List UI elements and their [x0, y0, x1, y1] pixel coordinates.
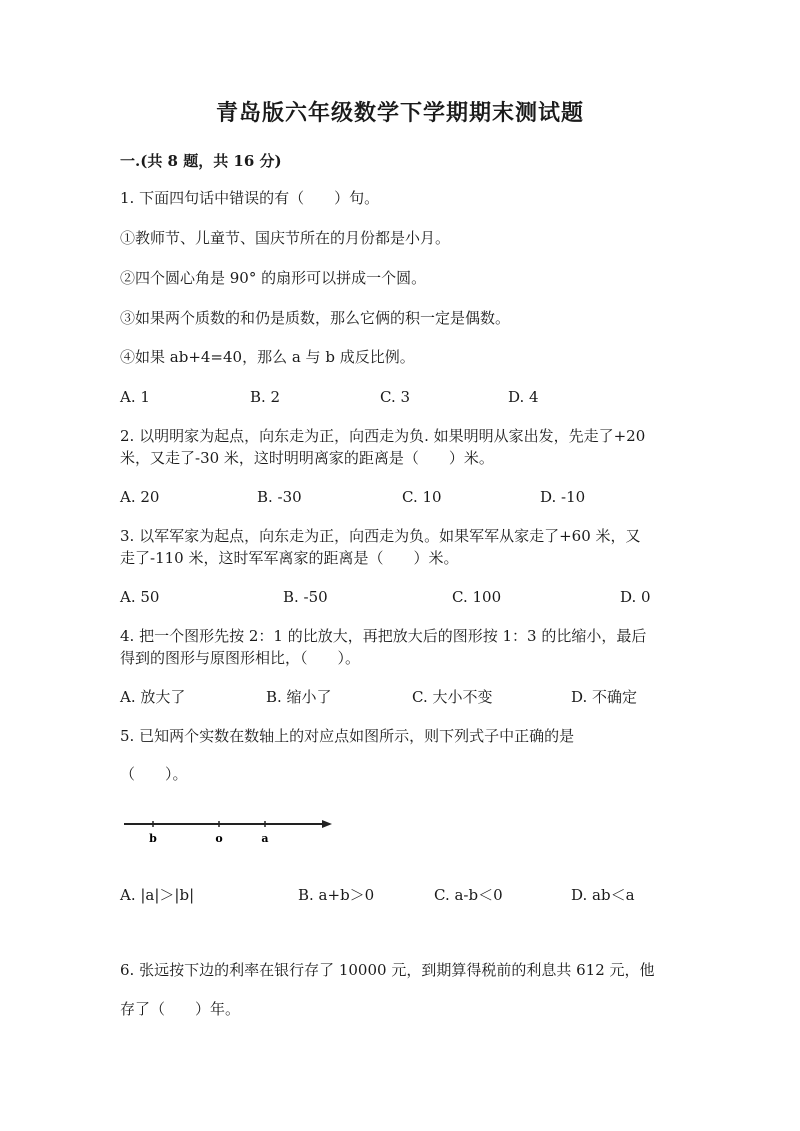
- number-line-figure: [120, 812, 340, 852]
- question-4-option-b[interactable]: B. 缩小了: [266, 688, 332, 706]
- question-1-option-a[interactable]: A. 1: [120, 388, 150, 406]
- question-3-option-b[interactable]: B. -50: [283, 588, 328, 606]
- question-1-text: 1. 下面四句话中错误的有（ ）句。: [120, 189, 380, 207]
- page-title: 青岛版六年级数学下学期期末测试题: [215, 100, 584, 126]
- question-2-option-b[interactable]: B. -30: [257, 488, 302, 506]
- question-3-option-a[interactable]: A. 50: [120, 588, 160, 606]
- question-1-statement-3: ③如果两个质数的和仍是质数，那么它俩的积一定是偶数。: [120, 309, 511, 327]
- question-4-option-a[interactable]: A. 放大了: [120, 688, 186, 706]
- number-line-label-a: a: [261, 832, 269, 845]
- question-4-option-c[interactable]: C. 大小不变: [412, 688, 493, 706]
- question-2-option-d[interactable]: D. -10: [540, 488, 586, 506]
- question-4-option-d[interactable]: D. 不确定: [571, 688, 638, 706]
- question-2-option-a[interactable]: A. 20: [120, 488, 160, 506]
- question-4-text-line-2: 得到的图形与原图形相比，（ ）。: [120, 649, 361, 667]
- section-heading: 一.(共 8 题，共 16 分): [120, 152, 282, 170]
- question-1-option-c[interactable]: C. 3: [380, 388, 411, 406]
- question-3-text-line-2: 走了-110 米，这时军军离家的距离是（ ）米。: [120, 549, 459, 567]
- question-5-option-c[interactable]: C. a-b＜0: [434, 886, 503, 904]
- question-6-text-line-1: 6. 张远按下边的利率在银行存了 10000 元，到期算得税前的利息共 612 元，他: [120, 961, 655, 979]
- question-5-option-a[interactable]: A. |a|＞|b|: [120, 886, 195, 904]
- number-line-label-o: o: [215, 832, 223, 845]
- question-3-option-d[interactable]: D. 0: [620, 588, 651, 606]
- question-1-option-d[interactable]: D. 4: [508, 388, 539, 406]
- question-1-statement-2: ②四个圆心角是 90° 的扇形可以拼成一个圆。: [120, 269, 427, 287]
- number-line-label-b: b: [149, 832, 157, 845]
- question-5-option-d[interactable]: D. ab＜a: [571, 886, 635, 904]
- question-1-option-b[interactable]: B. 2: [250, 388, 281, 406]
- question-3-option-c[interactable]: C. 100: [452, 588, 502, 606]
- question-5-text-line-2: （ ）。: [120, 765, 188, 783]
- question-6-text-line-2: 存了（ ）年。: [120, 1000, 241, 1018]
- question-2-text-line-2: 米，又走了-30 米，这时明明离家的距离是（ ）米。: [120, 449, 494, 467]
- question-2-text-line-1: 2. 以明明家为起点，向东走为正，向西走为负. 如果明明从家出发，先走了+20: [120, 427, 646, 445]
- question-5-option-b[interactable]: B. a+b＞0: [298, 886, 375, 904]
- question-1-statement-4: ④如果 ab+4=40，那么 a 与 b 成反比例。: [120, 348, 415, 366]
- question-2-option-c[interactable]: C. 10: [402, 488, 442, 506]
- question-5-text-line-1: 5. 已知两个实数在数轴上的对应点如图所示，则下列式子中正确的是: [120, 727, 575, 745]
- question-4-text-line-1: 4. 把一个图形先按 2：1 的比放大，再把放大后的图形按 1：3 的比缩小，最后: [120, 627, 647, 645]
- question-1-statement-1: ①教师节、儿童节、国庆节所在的月份都是小月。: [120, 229, 451, 247]
- question-3-text-line-1: 3. 以军军家为起点，向东走为正，向西走为负。如果军军从家走了+60 米，又: [120, 527, 641, 545]
- number-line-arrowhead: [322, 820, 332, 828]
